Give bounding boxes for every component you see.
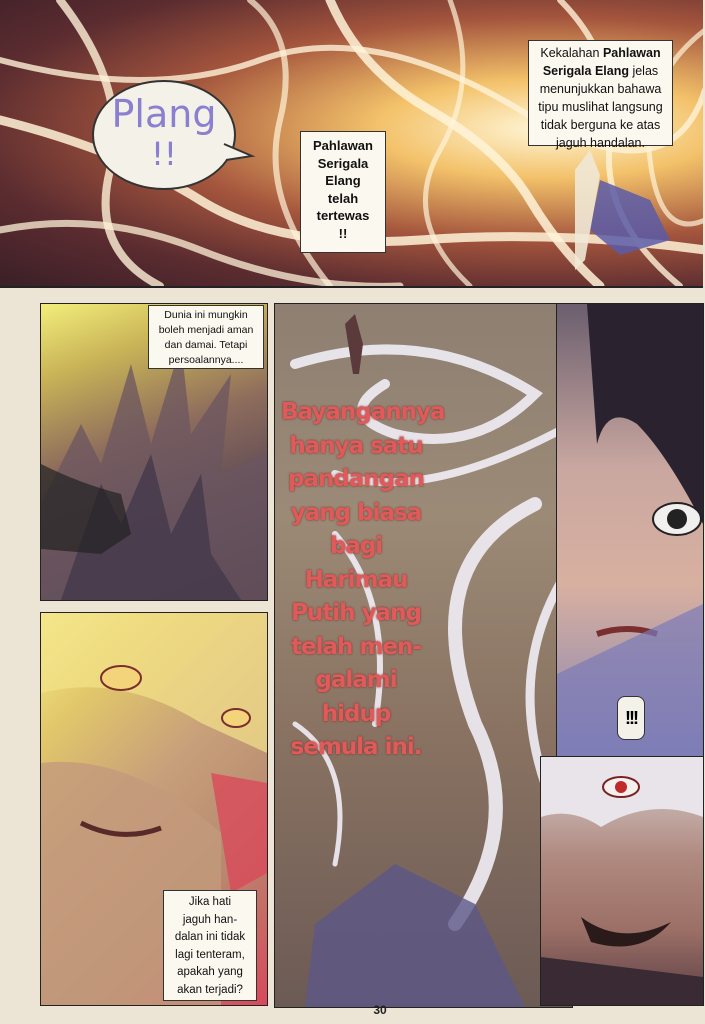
shouting-face-artwork [541, 757, 703, 1005]
distant-figure [345, 314, 363, 374]
panel-left-top [40, 303, 268, 601]
flying-figure [575, 150, 670, 270]
narration-red-text: Bayangannya hanya satu pandangan yang biasa bagi Harimau Putih yang telah men- galami hidup semula ini. [281, 399, 445, 760]
panel-left-bottom [40, 612, 268, 1006]
page-number: 30 [373, 1003, 387, 1017]
sfx-speech-bubble [92, 80, 236, 190]
caption-heart-unrest: Jika hati jaguh han- dalan ini tidak lagi tenteram, apakah yang akan terjadi? [163, 890, 257, 1001]
top-panel [0, 0, 703, 288]
caption-defeat-explanation: Kekalahan Pahlawan Serigala Elang jelas menunjukkan bahawa tipu muslihat langsung tidak berguna ke atas jaguh handalan. [528, 40, 673, 146]
panel-center [274, 303, 573, 1008]
caption-defeated: Pahlawan Serigala Elang telah tertewas !! [300, 131, 386, 253]
sfx-plang: Plang [111, 92, 217, 136]
panel-right-top [556, 303, 704, 772]
panel-right-bottom [540, 756, 704, 1006]
sfx-shock: !!! [617, 696, 645, 740]
speech-bubble-tail [222, 142, 262, 172]
sfx-exclaim: !! [151, 135, 177, 173]
caption-world-peace: Dunia ini mungkin boleh menjadi aman dan damai. Tetapi persoalannya.... [148, 305, 264, 369]
foreground-figure [305, 864, 525, 1007]
